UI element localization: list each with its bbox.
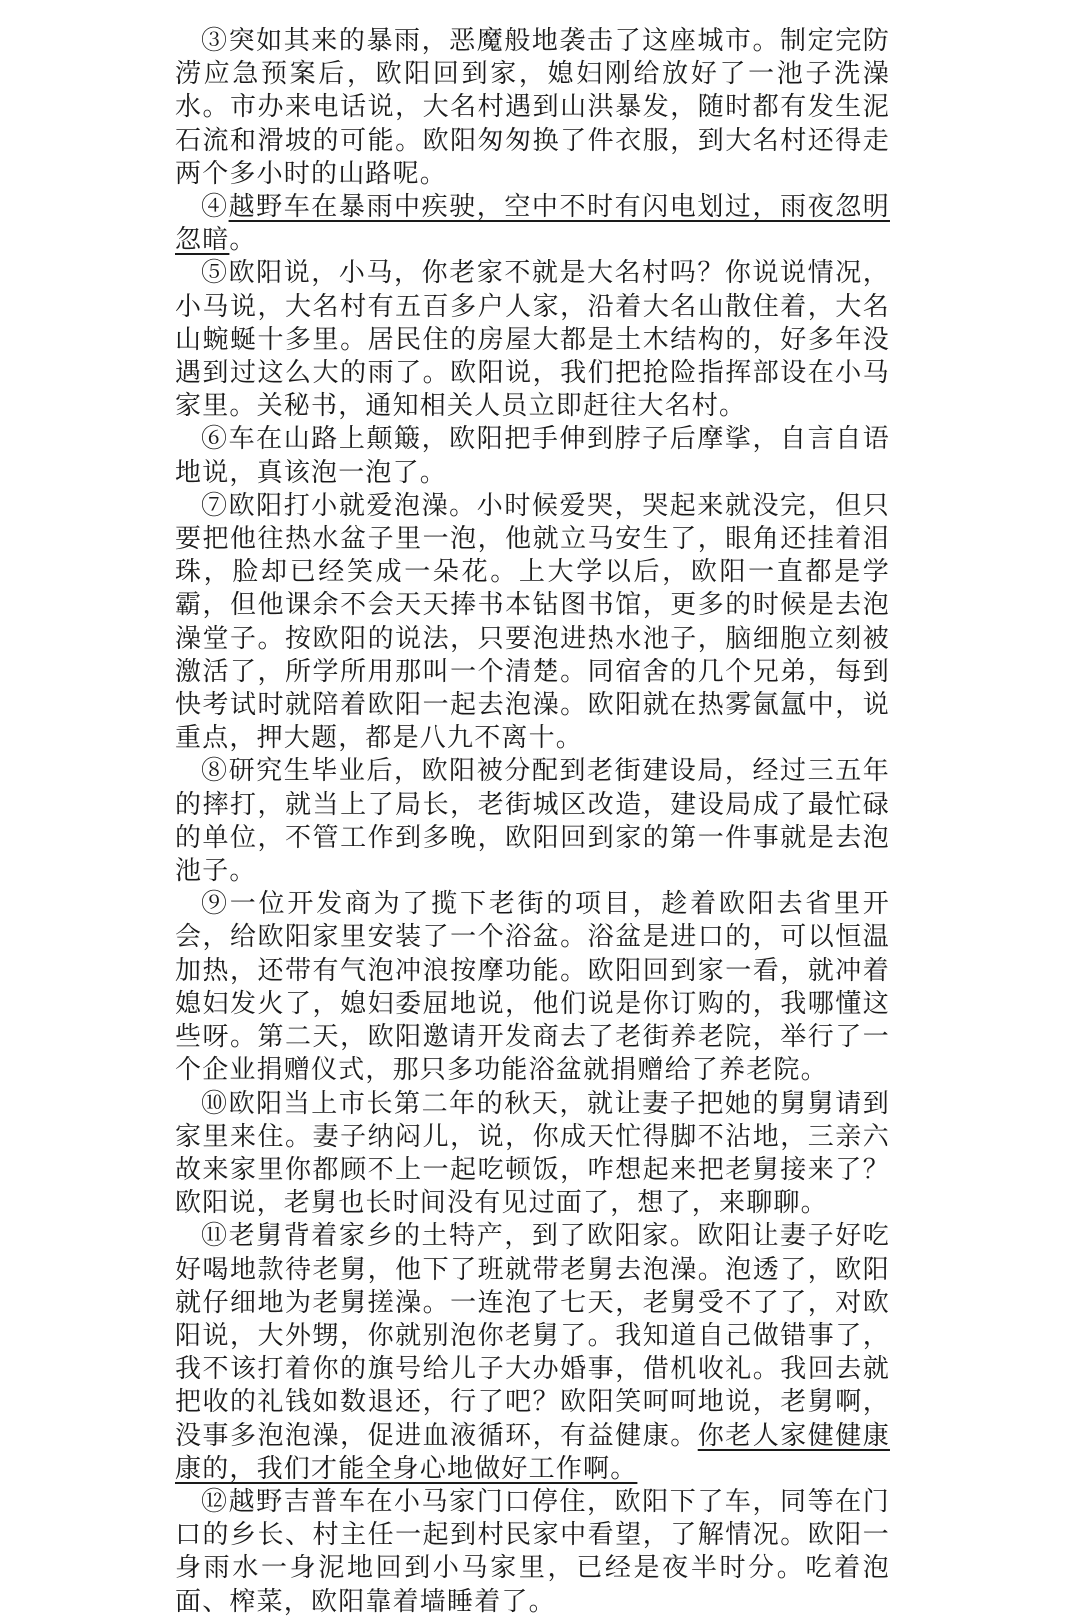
underlined-sentence: 越野车在暴雨中疾驶，空中不时有闪电划过，雨夜忽明忽暗 — [175, 192, 890, 256]
paragraph-text: ⑩欧阳当上市长第二年的秋天，就让妻子把她的舅舅请到家里来住。妻子纳闷儿，说，你成天忙得脚不沾地，三亲六故来家里你都顾不上一起吃顿饭，咋想起来把老舅接来了？欧阳说，老舅也长时间没有见过面了，想了，来聊聊。 — [175, 1088, 890, 1219]
paragraph-text: ⑦欧阳打小就爱泡澡。小时候爱哭，哭起来就没完，但只要把他往热水盆子里一泡，他就立马安生了，眼角还挂着泪珠，脸却已经笑成一朵花。上大学以后，欧阳一直都是学霸，但他课余不会天天捧书本钻图书馆，更多的时候是去泡澡堂子。按欧阳的说法，只要泡进热水池子，脑细胞立刻被激活了，所学所用那叫一个清楚。同宿舍的几个兄弟，每到快考试时就陪着欧阳一起去泡澡。欧阳就在热雾氤氲中，说重点，押大题，都是八九不离十。 — [175, 490, 890, 754]
paragraph-p3 — [175, 25, 890, 191]
paragraph-p4 — [175, 191, 890, 257]
paragraph-text: ⑨一位开发商为了揽下老街的项目，趁着欧阳去省里开会，给欧阳家里安装了一个浴盆。浴盆是进口的，可以恒温加热，还带有气泡冲浪按摩功能。欧阳回到家一看，就冲着媳妇发火了，媳妇委屈地说，他们说是你订购的，我哪懂这些呀。第二天，欧阳邀请开发商去了老街养老院，举行了一个企业捐赠仪式，那只多功能浴盆就捐赠给了养老院。 — [175, 889, 890, 1086]
paragraph-text: ⑫越野吉普车在小马家门口停住，欧阳下了车，同等在门口的乡长、村主任一起到村民家中看望，了解情况。欧阳一身雨水一身泥地回到小马家里，已经是夜半时分。吃着泡面、榨菜，欧阳靠着墙睡着了。 — [175, 1486, 890, 1617]
paragraph-text: ⑧研究生毕业后，欧阳被分配到老街建设局，经过三五年的摔打，就当上了局长，老街城区改造，建设局成了最忙碌的单位，不管工作到多晚，欧阳回到家的第一件事就是去泡池子。 — [175, 756, 890, 887]
paragraph-text: 。 — [229, 225, 257, 256]
paragraph-p9 — [175, 888, 890, 1087]
paragraph-p6 — [175, 423, 890, 489]
underlined-sentence: 你老人家健健康康的，我们才能全身心地做好工作啊。 — [175, 1420, 890, 1484]
paragraph-p5 — [175, 257, 890, 423]
paragraph-p8 — [175, 755, 890, 888]
paragraph-text: ④ — [201, 192, 229, 223]
paragraph-text: ⑪老舅背着家乡的土特产，到了欧阳家。欧阳让妻子好吃好喝地款待老舅，他下了班就带老舅去泡澡。泡透了，欧阳就仔细地为老舅搓澡。一连泡了七天，老舅受不了了，对欧阳说，大外甥，你就别泡你老舅了。我知道自己做错事了，我不该打着你的旗号给儿子大办婚事，借机收礼。我回去就把收的礼钱如数退还，行了吧？欧阳笑呵呵地说，老舅啊，没事多泡泡澡，促进血液循环，有益健康。 — [175, 1221, 890, 1451]
paragraph-p11 — [175, 1220, 890, 1486]
paragraph-text: ⑤欧阳说，小马，你老家不就是大名村吗？你说说情况，小马说，大名村有五百多户人家，沿着大名山散住着，大名山蜿蜒十多里。居民住的房屋大都是土木结构的，好多年没遇到过这么大的雨了。欧阳说，我们把抢险指挥部设在小马家里。关秘书，通知相关人员立即赶往大名村。 — [175, 258, 890, 422]
paragraph-p12 — [175, 1486, 890, 1619]
paragraph-text: ③突如其来的暴雨，恶魔般地袭击了这座城市。制定完防涝应急预案后，欧阳回到家，媳妇刚给放好了一池子洗澡水。市办来电话说，大名村遇到山洪暴发，随时都有发生泥石流和滑坡的可能。欧阳匆匆换了件衣服，到大名村还得走两个多小时的山路呢。 — [175, 26, 890, 189]
paragraph-p10 — [175, 1088, 890, 1221]
paragraph-text: ⑥车在山路上颠簸，欧阳把手伸到脖子后摩挲，自言自语地说，真该泡一泡了。 — [175, 424, 890, 488]
paragraph-p7 — [175, 490, 890, 756]
